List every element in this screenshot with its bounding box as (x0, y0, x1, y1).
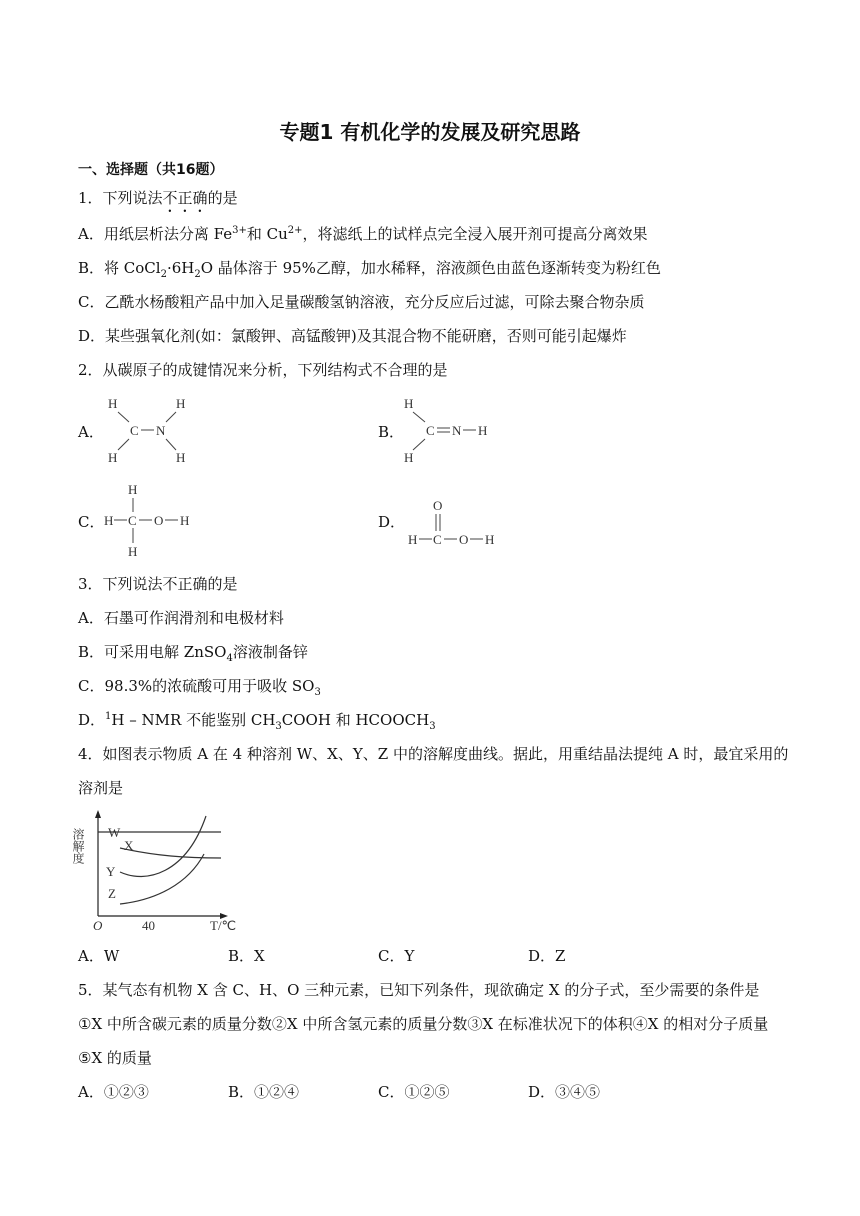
q5-option-d: D．③④⑤ (528, 1083, 601, 1101)
svg-text:H: H (408, 532, 418, 547)
q2-structure-b (398, 394, 508, 472)
svg-text:H: H (128, 482, 138, 497)
q3-option-c: C．98.3%的浓硫酸可用于吸收 $SO_3$ (78, 677, 321, 698)
q2-label-c: C． (78, 513, 105, 531)
svg-text:H: H (478, 423, 488, 438)
q1-option-c: C．乙酰水杨酸粗产品中加入足量碳酸氢钠溶液，充分反应后过滤，可除去聚合物杂质 (78, 293, 645, 311)
q4-chart-ylabel: 溶解度 (71, 828, 85, 864)
svg-text:H: H (128, 544, 138, 559)
svg-text:N: N (452, 423, 462, 438)
q2-stem: 2．从碳原子的成键情况来分析，下列结构式不合理的是 (78, 361, 448, 379)
svg-text:H: H (176, 450, 186, 465)
q1-stem: 1．下列说法不正确的是 (78, 189, 238, 207)
q3-option-a: A．石墨可作润滑剂和电极材料 (78, 609, 284, 627)
svg-text:H: H (404, 450, 414, 465)
q4-curve-z (120, 854, 204, 904)
svg-text:H: H (104, 513, 114, 528)
q2-label-a: A． (78, 423, 104, 441)
q4-label-x: X (124, 838, 134, 853)
svg-text:H: H (404, 396, 414, 411)
svg-text:N: N (156, 423, 166, 438)
svg-text:C: C (130, 423, 139, 438)
q4-solubility-chart (71, 808, 246, 938)
q4-option-b: B．X (228, 947, 265, 965)
svg-text:C: C (426, 423, 435, 438)
q1-option-b: B．将 $CoCl_2\cdot 6H_2O$ 晶体溶于 95%乙醇，加水稀释，溶液颜色由蓝色逐渐转变为粉红色 (78, 259, 661, 280)
q4-option-a: A．W (78, 947, 120, 965)
q5-option-c: C．①②⑤ (378, 1083, 450, 1101)
q4-stem-line1: 4．如图表示物质 A 在 4 种溶剂 W、X、Y、Z 中的溶解度曲线。据此，用重结晶法提纯 A 时，最宜采用的 (78, 745, 789, 763)
q1-option-d: D．某些强氧化剂(如：氯酸钾、高锰酸钾)及其混合物不能研磨，否则可能引起爆炸 (78, 327, 627, 345)
q3-option-b: B．可采用电解 ZnSO$_4$溶液制备锌 (78, 643, 308, 664)
svg-text:H: H (180, 513, 190, 528)
svg-text:H: H (485, 532, 495, 547)
q4-chart-origin: O (93, 918, 103, 933)
svg-text:C: C (433, 532, 442, 547)
q2-structure-d (404, 496, 514, 554)
svg-text:H: H (176, 396, 186, 411)
svg-text:H: H (108, 450, 118, 465)
q4-chart-tick: 40 (142, 918, 155, 933)
q2-label-b: B． (378, 423, 405, 441)
q5-conditions-line1: ①X 中所含碳元素的质量分数②X 中所含氢元素的质量分数③X 在标准状况下的体积④X 的相对分子质量 (78, 1015, 769, 1033)
q3-option-d: D．$^1$H – NMR 不能鉴别 $CH_3COOH$ 和 $HCOOCH_3$ (78, 711, 436, 732)
q4-stem-line2: 溶剂是 (78, 779, 124, 797)
q5-option-b: B．①②④ (228, 1083, 300, 1101)
q4-chart-xlabel: T/℃ (210, 918, 237, 933)
svg-text:H: H (108, 396, 118, 411)
q5-stem: 5．某气态有机物 X 含 C、H、O 三种元素，已知下列条件，现欲确定 X 的分子式，至少需要的条件是 (78, 981, 760, 999)
q5-conditions-line2: ⑤X 的质量 (78, 1049, 152, 1067)
q4-label-w: W (108, 825, 121, 840)
q1-option-a: A．用纸层析法分离 $Fe^{3+}$和 $Cu^{2+}$，将滤纸上的试样点完全浸入展开剂可提高分离效果 (78, 225, 648, 243)
svg-text:O: O (154, 513, 164, 528)
q5-option-a: A．①②③ (78, 1083, 149, 1101)
q4-option-d: D．Z (528, 947, 566, 965)
q4-label-z: Z (108, 886, 116, 901)
q2-structure-a (98, 394, 208, 472)
svg-text:C: C (128, 513, 137, 528)
q2-label-d: D． (378, 513, 406, 531)
svg-text:O: O (433, 498, 443, 513)
q2-structure-c (98, 480, 208, 564)
page-title: 专题1 有机化学的发展及研究思路 (279, 120, 581, 144)
q4-curve-x (120, 848, 221, 858)
q4-label-y: Y (106, 864, 116, 879)
q3-stem: 3．下列说法不正确的是 (78, 575, 238, 593)
section-heading: 一、选择题（共16题） (78, 162, 224, 178)
q4-option-c: C．Y (378, 947, 415, 965)
svg-text:O: O (459, 532, 469, 547)
